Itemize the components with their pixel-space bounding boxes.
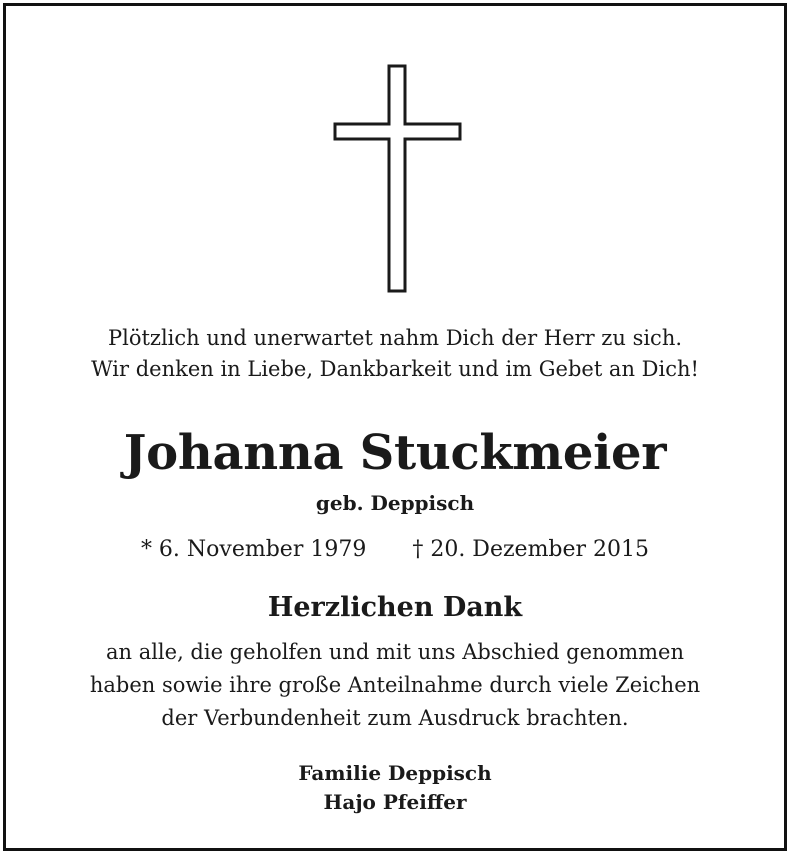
signature-line: Familie Deppisch	[298, 761, 492, 785]
message-line: haben sowie ihre große Anteilnahme durch viele Zeichen	[89, 673, 701, 697]
life-dates	[6, 536, 784, 564]
message-line: an alle, die geholfen und mit uns Abschied genommen	[105, 640, 685, 664]
signatures	[6, 759, 784, 817]
thanks-heading: Herzlichen Dank	[267, 592, 523, 623]
deceased-name: Johanna Stuckmeier	[123, 425, 667, 481]
intro-line: Wir denken in Liebe, Dankbarkeit und im Gebet an Dich!	[91, 357, 699, 381]
death-date: † 20. Dezember 2015	[412, 537, 650, 562]
obituary-notice	[3, 3, 787, 851]
intro-text	[6, 323, 784, 385]
intro-line: Plötzlich und unerwartet nahm Dich der Herr zu sich.	[107, 326, 683, 350]
message-line: der Verbundenheit zum Ausdruck brachten.	[161, 706, 629, 730]
cross-symbol	[6, 61, 784, 296]
signature-line: Hajo Pfeiffer	[323, 790, 467, 814]
cross-icon	[332, 61, 464, 296]
thanks-message	[6, 636, 784, 735]
birth-date: * 6. November 1979	[140, 537, 367, 562]
birth-name: geb. Deppisch	[315, 491, 475, 515]
